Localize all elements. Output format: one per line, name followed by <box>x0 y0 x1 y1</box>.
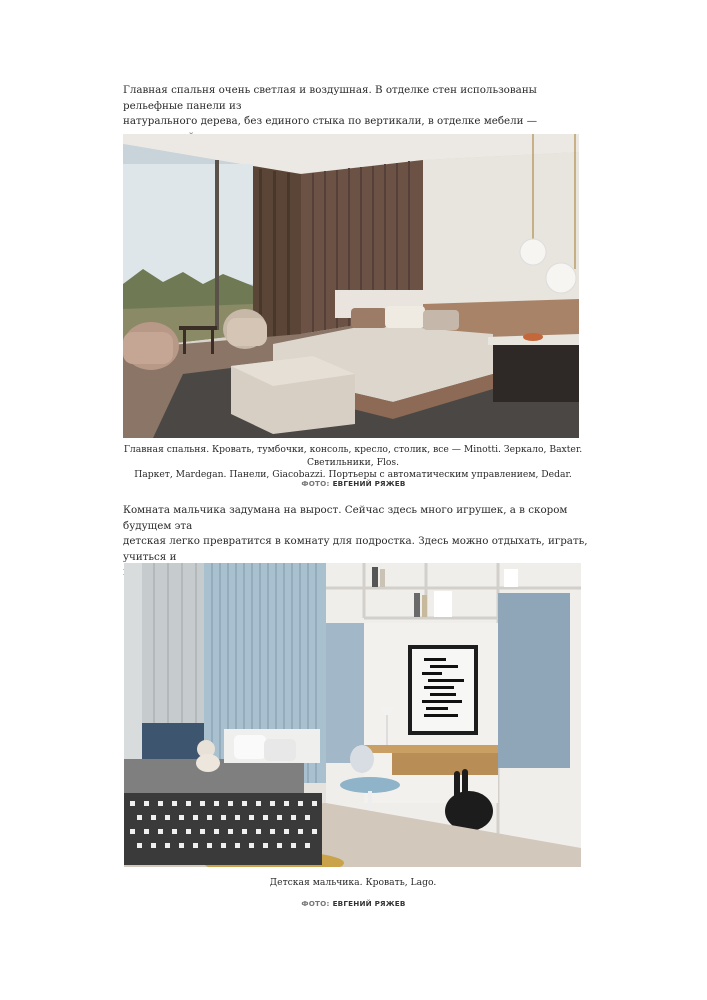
paragraph-line: натурального дерева, без единого стыка по вертикали, в отделке мебели — <box>123 115 538 127</box>
paragraph-line: детская легко превратится в комнату для подростка. Здесь можно отдыхать, играть, учиться и <box>123 535 588 563</box>
photo-credit <box>0 479 707 488</box>
kids-room-caption: Детская мальчика. Кровать, Lago. <box>269 877 437 888</box>
kids-room-photo <box>124 563 581 867</box>
credit-label: ФОТО: <box>301 479 330 488</box>
caption-line: Паркет, Mardegan. Панели, Giacobazzi. Портьеры с автоматическим управлением, Dedar. <box>134 469 572 480</box>
credit-name: ЕВГЕНИЙ РЯЖЕВ <box>332 479 406 488</box>
caption-line: Главная спальня. Кровать, тумбочки, консоль, кресло, столик, все — Minotti. Зеркало, Baxter. Светильники, Flos. <box>123 444 583 468</box>
master-bedroom-caption <box>118 444 588 482</box>
paragraph-line: Главная спальня очень светлая и воздушная. В отделке стен использованы рельефные панели из <box>123 84 537 112</box>
photo-credit <box>0 899 707 908</box>
credit-name: ЕВГЕНИЙ РЯЖЕВ <box>332 899 406 908</box>
paragraph-line: Комната мальчика задумана на вырост. Сейчас здесь много игрушек, а в скором будущем эта <box>123 504 568 532</box>
credit-label: ФОТО: <box>301 899 330 908</box>
master-bedroom-photo <box>123 134 579 438</box>
